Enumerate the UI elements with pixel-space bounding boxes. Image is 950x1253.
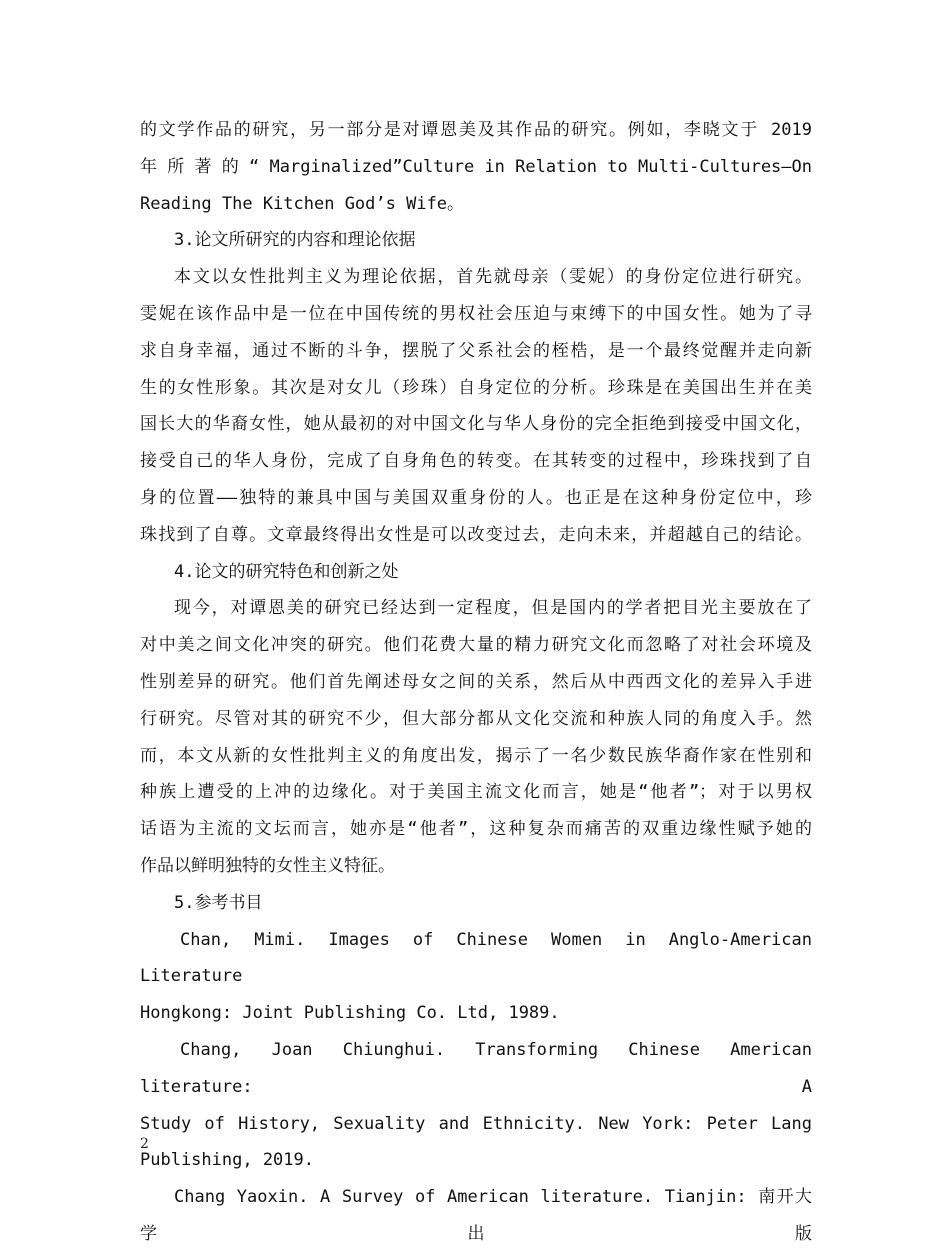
text-line: 本文以女性批判主义为理论依据，首先就母亲（雯妮）的身份定位进行研究。 bbox=[174, 267, 812, 288]
text-line: Chan, Mimi. Images of Chinese Women in Anglo-American Literature bbox=[140, 929, 812, 987]
page-number: 2 bbox=[140, 1136, 149, 1152]
text-line: 珠找到了自尊。文章最终得出女性是可以改变过去，走向未来，并超越自己的结论。 bbox=[140, 524, 812, 545]
text-line: 的文学作品的研究，另一部分是对谭恩美及其作品的研究。例如，李晓文于 2019 bbox=[140, 120, 812, 140]
page-content bbox=[140, 112, 812, 1253]
text-line: Study of History, Sexuality and Ethnicity. New York: Peter Lang bbox=[140, 1113, 812, 1134]
paragraph-review-continued bbox=[140, 112, 812, 222]
text-line: 国长大的华裔女性，她从最初的对中国文化与华人身份的完全拒绝到接受中国文化， bbox=[140, 414, 812, 435]
text-line: 身的位置——独特的兼具中国与美国双重身份的人。也正是在这种身份定位中，珍 bbox=[140, 487, 812, 508]
text-line: 而，本文从新的女性批判主义的角度出发，揭示了一名少数民族华裔作家在性别和 bbox=[140, 745, 812, 766]
text-line: 接受自己的华人身份，完成了自身角色的转变。在其转变的过程中，珍珠找到了自 bbox=[140, 451, 812, 472]
text-line: Chang Yaoxin. A Survey of American literature. Tianjin: 南开大学出版 bbox=[140, 1187, 812, 1244]
text-line: 现今，对谭恩美的研究已经达到一定程度，但是国内的学者把目光主要放在了 bbox=[174, 598, 812, 619]
text-line: 求自身幸福，通过不断的斗争，摆脱了父系社会的桎梏，是一个最终觉醒并走向新 bbox=[140, 340, 812, 361]
reference-entry bbox=[140, 1032, 812, 1179]
paragraph-features bbox=[140, 590, 812, 884]
text-line: 行研究。尽管对其的研究不少，但大部分都从文化交流和种族人同的角度入手。然 bbox=[140, 708, 812, 729]
paragraph-content-theory bbox=[140, 259, 812, 553]
text-line: 种族上遭受的上冲的边缘化。对于美国主流文化而言，她是“他者”；对于以男权 bbox=[140, 782, 812, 803]
text-line: 雯妮在该作品中是一位在中国传统的男权社会压迫与束缚下的中国女性。她为了寻 bbox=[140, 303, 812, 324]
text-line: 话语为主流的文坛而言，她亦是“他者”，这种复杂而痛苦的双重边缘性赋予她的 bbox=[140, 819, 812, 840]
text-line: Hongkong: Joint Publishing Co. Ltd, 1989. bbox=[140, 1003, 560, 1024]
section-heading-3: 3.论文所研究的内容和理论依据 bbox=[174, 230, 416, 251]
reference-entry bbox=[140, 1179, 812, 1253]
text-line: 生的女性形象。其次是对女儿（珍珠）自身定位的分析。珍珠是在美国出生并在美 bbox=[140, 377, 812, 398]
text-line: 对中美之间文化冲突的研究。他们花费大量的精力研究文化而忽略了对社会环境及 bbox=[140, 635, 812, 656]
reference-entry bbox=[140, 922, 812, 1032]
text-line: Reading The Kitchen God’s Wife。 bbox=[140, 193, 465, 214]
text-line: 作品以鲜明独特的女性主义特征。 bbox=[140, 855, 395, 876]
text-line: Chang, Joan Chiunghui. Transforming Chinese American literature: A bbox=[140, 1039, 812, 1097]
text-line: 年 所 著 的 “ Marginalized”Culture in Relation to Multi-Cultures—On bbox=[140, 156, 812, 177]
section-heading-4: 4.论文的研究特色和创新之处 bbox=[174, 561, 399, 582]
section-heading-5: 5.参考书目 bbox=[174, 892, 263, 913]
text-line: Publishing, 2019. bbox=[140, 1150, 314, 1171]
text-line: 性别差异的研究。他们首先阐述母女之间的关系，然后从中西西文化的差异入手进 bbox=[140, 671, 812, 692]
